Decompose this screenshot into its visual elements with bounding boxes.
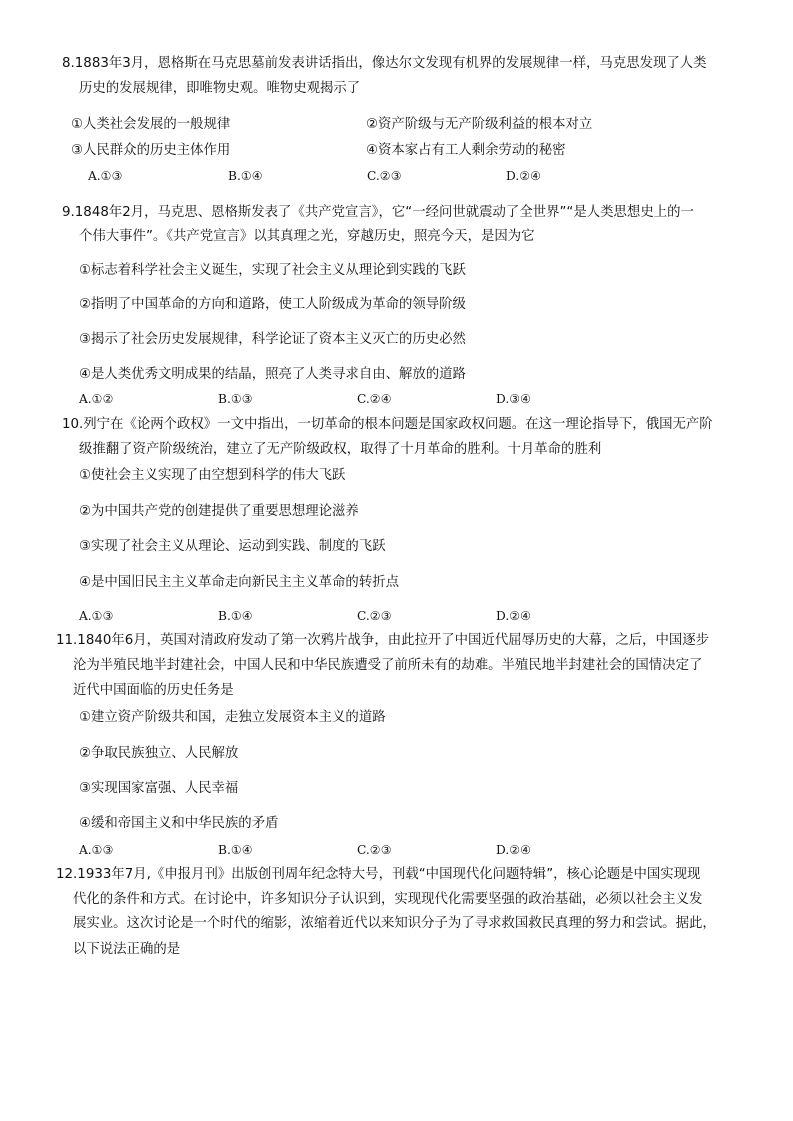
q8-option-b: B.①④ (228, 169, 263, 183)
q9-statement-3: ③揭示了社会历史发展规律，科学论证了资本主义灭亡的历史必然 (79, 332, 466, 347)
q8-statement-2: ②资产阶级与无产阶级利益的根本对立 (366, 117, 593, 132)
q10-stem-line-1: 10.列宁在《论两个政权》一文中指出，一切革命的根本问题是国家政权问题。在这一理论指导下，俄国无产阶 (62, 417, 713, 432)
q10-option-a: A.①③ (79, 609, 114, 623)
q8-option-d: D.②④ (506, 169, 542, 183)
q11-stem-line-2: 沦为半殖民地半封建社会，中国人民和中华民族遭受了前所未有的劫难。半殖民地半封建社会的国情决定了 (73, 658, 703, 673)
q8-statement-4: ④资本家占有工人剩余劳动的秘密 (366, 143, 566, 158)
q9-option-a: A.①② (79, 392, 114, 406)
q10-option-d: D.②④ (496, 609, 532, 623)
q9-statement-2: ②指明了中国革命的方向和道路，使工人阶级成为革命的领导阶级 (79, 297, 466, 312)
q11-statement-1: ①建立资产阶级共和国，走独立发展资本主义的道路 (79, 710, 386, 725)
q11-stem-line-3: 近代中国面临的历史任务是 (73, 683, 234, 698)
q9-stem-line-1: 9.1848年2月，马克思、恩格斯发表了《共产党宣言》，它“一经问世就震动了全世界”“是人类思想史上的一 (62, 205, 694, 220)
q8-stem-line-1: 8.1883年3月，恩格斯在马克思墓前发表讲话指出，像达尔文发现有机界的发展规律一样，马克思发现了人类 (62, 56, 707, 71)
q9-stem-line-2: 个伟大事件”。《共产党宣言》以其真理之光，穿越历史，照亮今天，是因为它 (79, 229, 535, 244)
q11-option-b: B.①④ (218, 843, 253, 857)
q8-statement-3: ③人民群众的历史主体作用 (71, 143, 231, 158)
q10-stem-line-2: 级推翻了资产阶级统治，建立了无产阶级政权，取得了十月革命的胜利。十月革命的胜利 (79, 442, 602, 457)
q8-option-c: C.②③ (367, 169, 402, 183)
q8-option-a: A.①③ (88, 169, 123, 183)
q10-statement-3: ③实现了社会主义从理论、运动到实践、制度的飞跃 (79, 539, 386, 554)
q9-option-d: D.③④ (496, 392, 532, 406)
q11-stem-line-1: 11.1840年6月，英国对清政府发动了第一次鸦片战争，由此拉开了中国近代屈辱历史的大幕，之后，中国逐步 (56, 633, 710, 648)
q10-statement-4: ④是中国旧民主主义革命走向新民主主义革命的转折点 (79, 575, 399, 590)
q9-option-c: C.②④ (357, 392, 392, 406)
q12-stem-line-3: 展实业。这次讨论是一个时代的缩影，浓缩着近代以来知识分子为了寻求救国救民真理的努力和尝试。据此， (73, 916, 716, 931)
q9-option-b: B.①③ (218, 392, 253, 406)
q12-stem-line-4: 以下说法正确的是 (73, 942, 181, 957)
q9-statement-1: ①标志着科学社会主义诞生，实现了社会主义从理论到实践的飞跃 (79, 263, 466, 278)
q11-statement-4: ④缓和帝国主义和中华民族的矛盾 (79, 816, 279, 831)
q12-stem-line-1: 12.1933年7月,《申报月刊》出版创刊周年纪念特大号，刊载“中国现代化问题特辑”，核心论题是中国实现现 (56, 867, 701, 882)
q8-statement-1: ①人类社会发展的一般规律 (71, 117, 231, 132)
q10-statement-2: ②为中国共产党的创建提供了重要思想理论滋养 (79, 504, 359, 519)
q9-statement-4: ④是人类优秀文明成果的结晶，照亮了人类寻求自由、解放的道路 (79, 367, 466, 382)
q11-statement-2: ②争取民族独立、人民解放 (79, 746, 239, 761)
q10-option-b: B.①④ (218, 609, 253, 623)
q10-statement-1: ①使社会主义实现了由空想到科学的伟大飞跃 (79, 468, 346, 483)
q11-statement-3: ③实现国家富强、人民幸福 (79, 781, 239, 796)
q8-stem-line-2: 历史的发展规律，即唯物史观。唯物史观揭示了 (79, 81, 361, 96)
q11-option-d: D.②④ (496, 843, 532, 857)
q10-option-c: C.②③ (357, 609, 392, 623)
q11-option-c: C.②③ (357, 843, 392, 857)
q11-option-a: A.①③ (79, 843, 114, 857)
q12-stem-line-2: 代化的条件和方式。在讨论中，许多知识分子认识到，实现现代化需要坚强的政治基础，必须以社会主义发 (73, 892, 703, 907)
